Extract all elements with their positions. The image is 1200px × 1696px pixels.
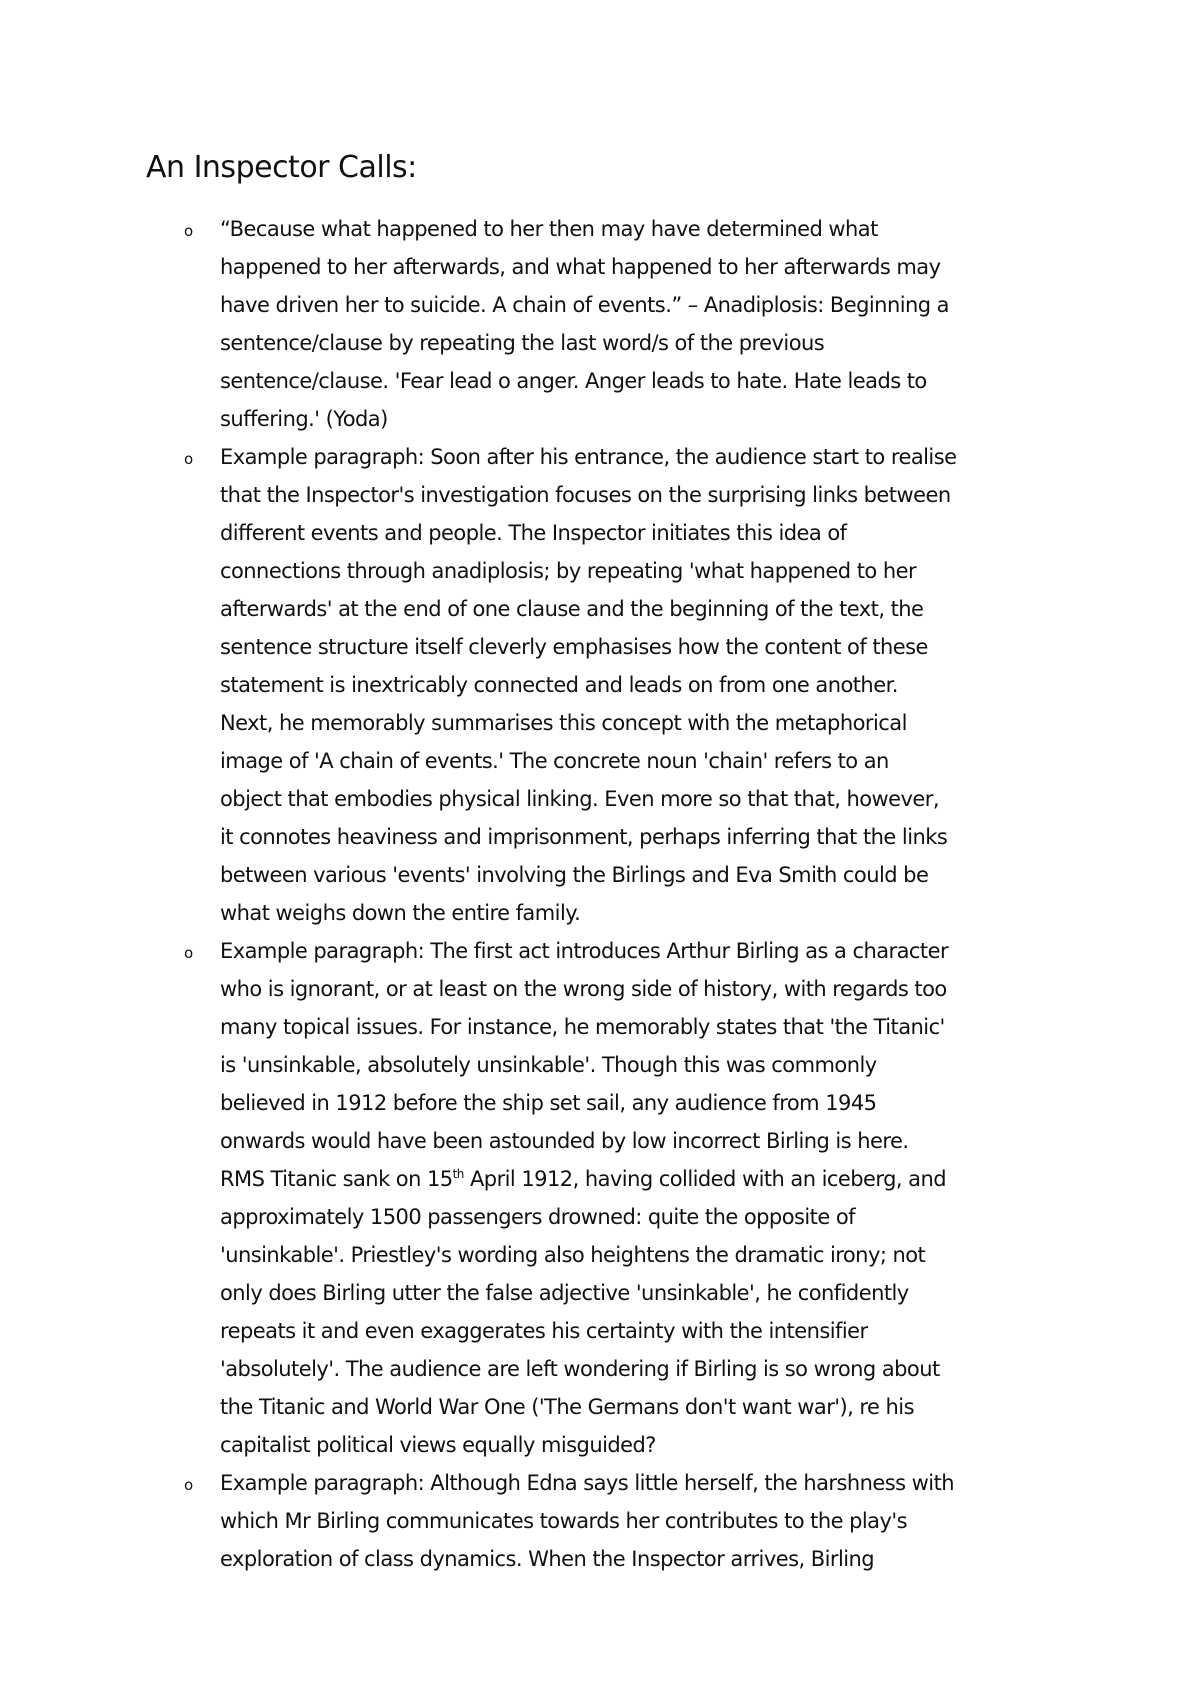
text-line: Example paragraph: Although Edna says little herself, the harshness with (220, 1471, 955, 1495)
text-line: 'unsinkable'. Priestley's wording also heightens the dramatic irony; not (220, 1243, 926, 1267)
text-line: approximately 1500 passengers drowned: quite the opposite of (220, 1205, 855, 1229)
text-line: sentence/clause. 'Fear lead o anger. Anger leads to hate. Hate leads to (220, 369, 927, 393)
text-segment: RMS Titanic sank on 15 (220, 1167, 453, 1191)
text-line: statement is inextricably connected and leads on from one another. (220, 673, 898, 697)
text-line: many topical issues. For instance, he memorably states that 'the Titanic' (220, 1015, 945, 1039)
text-line (220, 1166, 946, 1192)
text-line: only does Birling utter the false adjective 'unsinkable', he confidently (220, 1281, 909, 1305)
text-line: “Because what happened to her then may have determined what (220, 217, 878, 241)
text-line: connections through anadiplosis; by repeating 'what happened to her (220, 559, 917, 583)
text-line: is 'unsinkable, absolutely unsinkable'. Though this was commonly (220, 1053, 877, 1077)
list-bullet-icon: o (184, 450, 194, 468)
text-line: afterwards' at the end of one clause and the beginning of the text, the (220, 597, 924, 621)
text-line: the Titanic and World War One ('The Germans don't want war'), re his (220, 1395, 914, 1419)
text-line: sentence/clause by repeating the last word/s of the previous (220, 331, 825, 355)
text-line: Example paragraph: Soon after his entrance, the audience start to realise (220, 445, 957, 469)
text-line: happened to her afterwards, and what happened to her afterwards may (220, 255, 941, 279)
page-title: An Inspector Calls: (146, 150, 417, 185)
text-line: capitalist political views equally misguided? (220, 1433, 656, 1457)
text-line: onwards would have been astounded by low incorrect Birling is here. (220, 1129, 909, 1153)
text-line: 'absolutely'. The audience are left wondering if Birling is so wrong about (220, 1357, 940, 1381)
text-line: different events and people. The Inspector initiates this idea of (220, 521, 847, 545)
text-line: who is ignorant, or at least on the wrong side of history, with regards too (220, 977, 947, 1001)
text-line: Next, he memorably summarises this concept with the metaphorical (220, 711, 907, 735)
text-line: sentence structure itself cleverly emphasises how the content of these (220, 635, 928, 659)
text-line: what weighs down the entire family. (220, 901, 581, 925)
list-bullet-icon: o (184, 1476, 194, 1494)
list-bullet-icon: o (184, 222, 194, 240)
text-line: image of 'A chain of events.' The concrete noun 'chain' refers to an (220, 749, 889, 773)
text-line: believed in 1912 before the ship set sail, any audience from 1945 (220, 1091, 877, 1115)
text-line: it connotes heaviness and imprisonment, perhaps inferring that the links (220, 825, 948, 849)
text-line: repeats it and even exaggerates his certainty with the intensifier (220, 1319, 868, 1343)
text-line: object that embodies physical linking. Even more so that that, however, (220, 787, 940, 811)
list-bullet-icon: o (184, 944, 194, 962)
text-line: that the Inspector's investigation focuses on the surprising links between (220, 483, 951, 507)
text-line: have driven her to suicide. A chain of events.” – Anadiplosis: Beginning a (220, 293, 949, 317)
text-line: which Mr Birling communicates towards her contributes to the play's (220, 1509, 907, 1533)
text-line: Example paragraph: The first act introduces Arthur Birling as a character (220, 939, 949, 963)
ordinal-suffix: th (452, 1167, 464, 1181)
text-segment: April 1912, having collided with an iceberg, and (463, 1167, 947, 1191)
text-line: exploration of class dynamics. When the Inspector arrives, Birling (220, 1547, 875, 1571)
text-line: between various 'events' involving the Birlings and Eva Smith could be (220, 863, 929, 887)
text-line: suffering.' (Yoda) (220, 407, 388, 431)
